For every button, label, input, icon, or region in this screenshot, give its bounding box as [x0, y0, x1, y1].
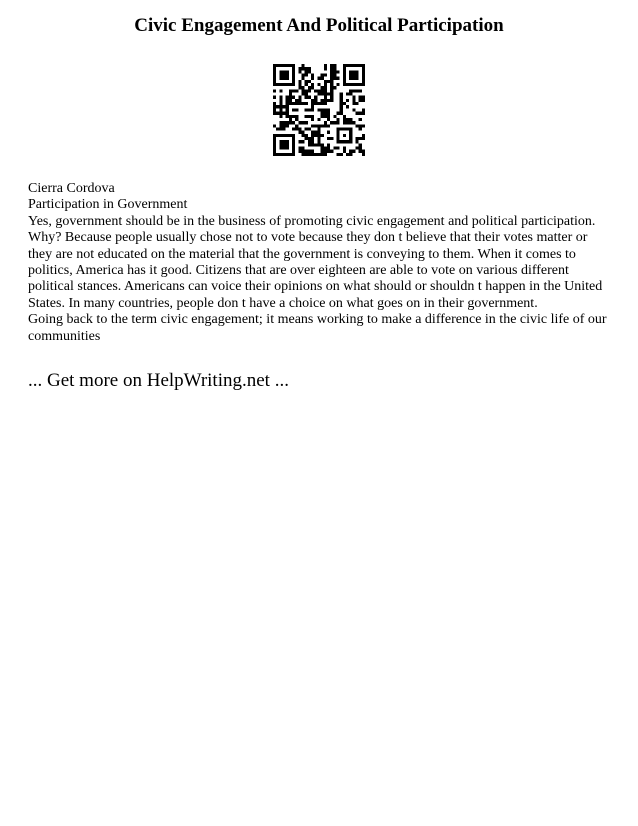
course-name: Participation in Government	[28, 197, 188, 213]
body-paragraph-2: Going back to the term civic engagement; it means working to make a difference in the civic life of our communities	[28, 312, 607, 344]
document-body	[28, 181, 613, 345]
qr-code-icon	[273, 64, 365, 156]
author-name: Cierra Cordova	[28, 181, 115, 196]
qr-code-graphic	[273, 64, 365, 156]
get-more-link[interactable]: ... Get more on HelpWriting.net ...	[28, 370, 289, 391]
body-paragraph-1: Yes, government should be in the business of promoting civic engagement and political participation. Why? Because people usually chose not to vote because they don t believe that their votes matter or they are not educated on the material that the government is conveying to them. When it comes to politics, America has it good. Citizens that are over eighteen are able to vote on various different political stances. Americans can voice their opinions on what should or shouldn t happen in the United States. In many countries, people don t have a choice on what goes on in their government.	[28, 213, 603, 311]
document-title: Civic Engagement And Political Participation	[134, 15, 504, 36]
